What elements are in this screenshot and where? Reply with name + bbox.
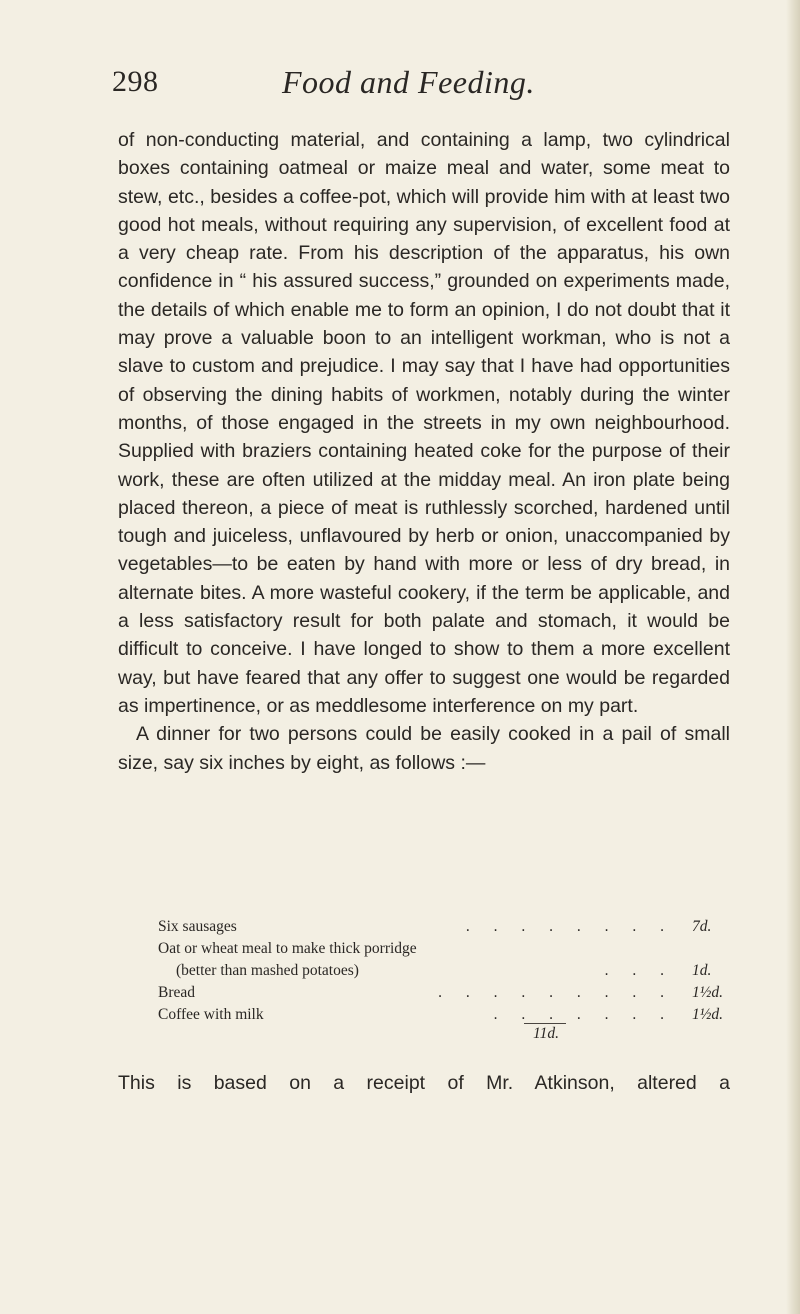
cost-item: Oat or wheat meal to make thick porridge [158,940,417,957]
cost-total: 11d. [533,1025,559,1042]
page-number: 298 [112,65,159,98]
main-text [118,126,730,777]
paragraph: of non-conducting material, and containing a lamp, two cylindrical boxes containing oatmeal or maize meal and water, some meat to stew, etc., besides a coffee-pot, which will provide him with at least two good hot meals, without requiring any supervision, of excellent food at a very cheap rate. From his description of the apparatus, his own confidence in “ his assured success,” grounded on experiments made, the details of which enable me to form an opinion, I do not doubt that it may prove a valuable boon to an intelligent workman, who is not a slave to custom and prejudice. I may say that I have had opportunities of observing the dining habits of workmen, notably during the winter months, of those engaged in the streets in my own neighbourhood. Supplied with braziers containing heated coke for the purpose of their work, these are often utilized at the midday meal. An iron plate being placed thereon, a piece of meat is ruthlessly scorched, hardened until tough and juiceless, unflavoured by herb or onion, unaccompanied by vegetables—to be eaten by hand with more or less of dry bread, in alternate bites. A more wasteful cookery, if the term be applicable, and a less satisfactory result for both palate and stomach, it would be difficult to conceive. I have longed to show to them a more excellent way, but have feared that any offer to suggest one would be regarded as impertinence, or as meddlesome interference on my part. [118,129,730,717]
cost-row [158,916,730,938]
cost-row [158,982,730,1004]
cost-price: 1d. [692,962,712,979]
cost-table [158,916,730,1026]
cost-row [158,1004,730,1026]
cost-item: Bread [158,984,196,1001]
paragraph: A dinner for two persons could be easily cooked in a pail of small size, say six inches by eight, as follows :— [118,723,730,774]
cost-item: Six sausages [158,918,237,935]
leader-dots: . . . [604,962,674,979]
cost-row [158,938,730,960]
cost-price: 7d. [692,918,712,935]
continuation-line: This is based on a receipt of Mr. Atkinson, altered a [118,1072,730,1094]
leader-dots: . . . . . . . . [465,918,674,935]
leader-dots: . . . . . . . . . [438,984,674,1001]
cost-item: Coffee with milk [158,1006,264,1023]
running-title: Food and Feeding. [282,64,535,100]
leader-dots: . . . . . . . [493,1006,674,1023]
cost-price: 1½d. [692,1006,723,1023]
page-edge [786,0,800,1314]
cost-item: (better than mashed potatoes) [176,962,359,979]
cost-price: 1½d. [692,984,723,1001]
page-header [112,62,732,106]
cost-row [158,960,730,982]
